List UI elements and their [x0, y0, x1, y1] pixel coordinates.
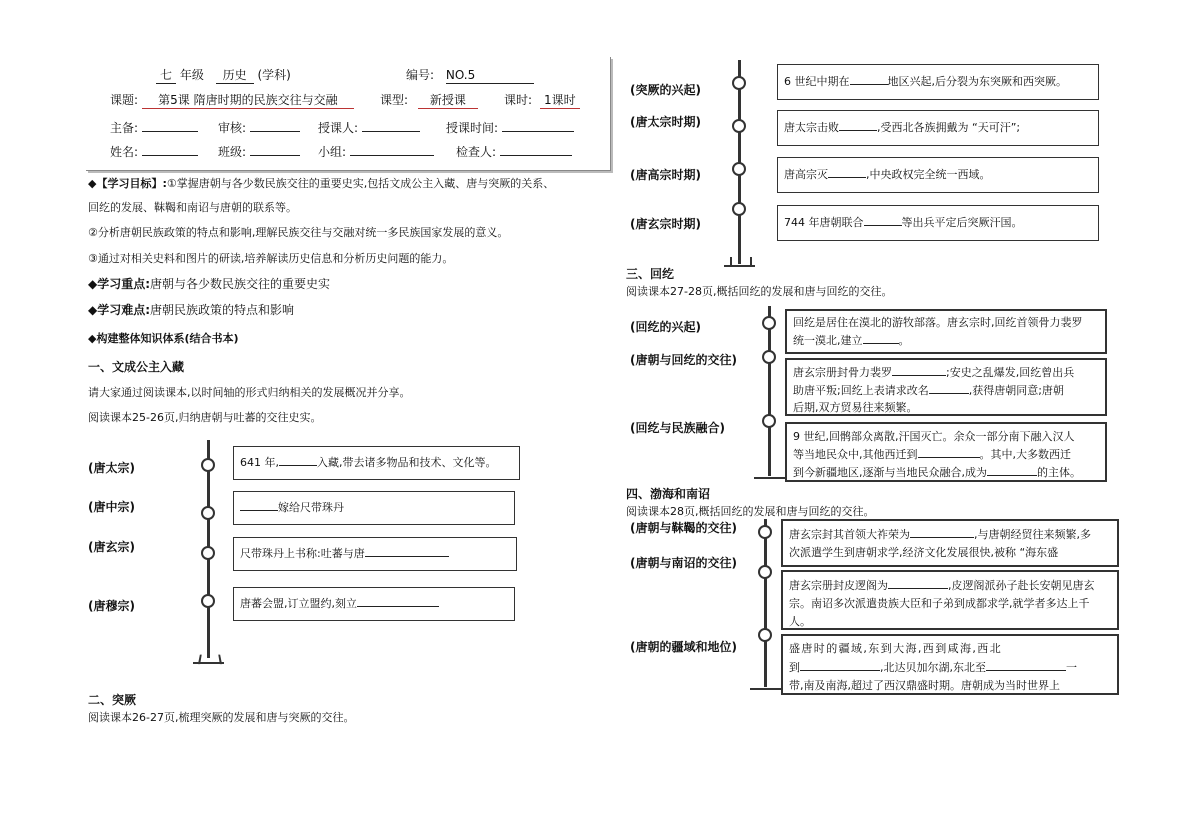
era-uighur-rise: (回纥的兴起) [630, 320, 701, 334]
era-uighur-fusion: (回纥与民族融合) [630, 421, 725, 435]
goals-heading: ◆【学习目标】: [88, 177, 167, 190]
timeline1-foot [198, 655, 222, 664]
group-input[interactable] [350, 143, 434, 156]
checker-field: 检查人: [456, 143, 572, 160]
reviewer-field: 审核: [218, 119, 300, 136]
title-line [110, 93, 354, 109]
blank-input[interactable] [986, 658, 1066, 671]
section2-heading: 二、突厥 [88, 693, 137, 707]
blank-input[interactable] [864, 213, 902, 226]
teacher-input[interactable] [362, 119, 420, 132]
timeline1-node [201, 546, 215, 560]
era-tang-uighur: (唐朝与回纥的交往) [630, 353, 737, 367]
timeline2-node [732, 76, 746, 90]
type-label: 课型: [380, 93, 409, 107]
era-tang-xuanzong: (唐玄宗) [88, 540, 135, 554]
hours-label: 课时: [504, 93, 533, 107]
turk-box-1: 6 世纪中期在 地区兴起,后分裂为东突厥和西突厥。 [777, 64, 1099, 100]
grade-value: 七 [156, 68, 176, 84]
class-input[interactable] [250, 143, 300, 156]
focus-line: ◆学习重点:唐朝与各少数民族交往的重要史实 [88, 277, 331, 291]
checker-input[interactable] [500, 143, 572, 156]
era-tang-mohe: (唐朝与靺鞨的交往) [630, 521, 737, 535]
era-turk-gaozong: (唐高宗时期) [630, 168, 701, 182]
preparer-input[interactable] [142, 119, 198, 132]
grade-line [156, 68, 291, 84]
preparer-field: 主备: [110, 119, 198, 136]
uighur-box-1: 回纥是居住在漠北的游牧部落。唐玄宗时,回纥首领骨力裴罗 统一漠北,建立 。 [785, 309, 1107, 354]
teacher-field: 授课人: [318, 119, 420, 136]
blank-input[interactable] [987, 463, 1037, 476]
section4-heading: 四、渤海和南诏 [626, 487, 711, 501]
blank-input[interactable] [850, 72, 888, 85]
era-turk-taizong: (唐太宗时期) [630, 115, 701, 129]
turk-box-2: 唐太宗击败 ,受西北各族拥戴为 “天可汗”; [777, 110, 1099, 146]
tubo-box-4: 唐蕃会盟,订立盟约,刻立 [233, 587, 515, 621]
blank-input[interactable] [918, 445, 980, 458]
hours-line [504, 93, 580, 109]
goal-2: ②分析唐朝民族政策的特点和影响,理解民族交往与交融对统一多民族国家发展的意义。 [88, 226, 509, 239]
timeline2-foot [730, 257, 752, 267]
name-field: 姓名: [110, 143, 198, 160]
code-line [406, 68, 534, 84]
code-label: 编号: [406, 68, 435, 82]
timeline4-node [758, 628, 772, 642]
reviewer-input[interactable] [250, 119, 300, 132]
title-label: 课题: [110, 93, 139, 107]
blank-input[interactable] [800, 658, 880, 671]
uighur-box-3: 9 世纪,回鹘部众离散,汗国灭亡。余众一部分南下融入汉人 等当地民众中,其他西迁到 。其中,大多数西迁 到今新疆地区,逐渐与当地民众融合,成为 的主体。 [785, 422, 1107, 482]
timeline3-axis [768, 306, 771, 476]
era-tang-muzong: (唐穆宗) [88, 599, 135, 613]
era-tang-territory: (唐朝的疆域和地位) [630, 640, 737, 654]
era-tang-zhongzong: (唐中宗) [88, 500, 135, 514]
timeline3-node [762, 350, 776, 364]
blank-input[interactable] [892, 363, 946, 376]
tubo-box-3: 尺带珠丹上书称:吐蕃与唐 [233, 537, 517, 571]
section3-heading: 三、回纥 [626, 267, 675, 281]
subject-suffix: (学科) [257, 68, 291, 82]
timeline2-node [732, 119, 746, 133]
group-field: 小组: [318, 143, 434, 160]
goal-3: ③通过对相关史料和图片的研读,培养解读历史信息和分析历史问题的能力。 [88, 252, 454, 265]
time-field: 授课时间: [446, 119, 574, 136]
blank-input[interactable] [929, 381, 969, 394]
turk-box-4: 744 年唐朝联合 等出兵平定后突厥汗国。 [777, 205, 1099, 241]
blank-input[interactable] [365, 544, 449, 557]
tubo-box-1: 641 年, 入藏,带去诸多物品和技术、文化等。 [233, 446, 520, 480]
blank-input[interactable] [357, 594, 439, 607]
grade-suffix: 年级 [179, 68, 204, 82]
blank-input[interactable] [240, 498, 278, 511]
timeline4-axis [764, 519, 767, 687]
hours-value: 1课时 [540, 93, 580, 109]
uighur-box-2: 唐玄宗册封骨力裴罗 ;安史之乱爆发,回纥曾出兵 助唐平叛;回纥上表请求改名 ,获得唐朝同意;唐朝 后期,双方贸易往来频繁。 [785, 358, 1107, 416]
timeline3-node [762, 414, 776, 428]
timeline1-node [201, 506, 215, 520]
blank-input[interactable] [839, 118, 877, 131]
title-value: 第5课 隋唐时期的民族交往与交融 [142, 93, 354, 109]
timeline1-node [201, 594, 215, 608]
timeline4-node [758, 565, 772, 579]
timeline4-node [758, 525, 772, 539]
blank-input[interactable] [888, 576, 948, 589]
territory-box: 盛唐时的疆域,东到大海,西到咸海,西北 到 ,北达贝加尔湖,东北至 一 带,南及南海,超过了西汉鼎盛时期。唐朝成为当时世界上 [781, 634, 1119, 695]
name-input[interactable] [142, 143, 198, 156]
type-value: 新授课 [418, 93, 478, 109]
goals-line2: 回纥的发展、靺鞨和南诏与唐朝的联系等。 [88, 201, 297, 214]
class-field: 班级: [218, 143, 300, 160]
timeline2-node [732, 162, 746, 176]
timeline2-node [732, 202, 746, 216]
blank-input[interactable] [279, 453, 317, 466]
section1-read: 阅读课本25-26页,归纳唐朝与吐蕃的交往史实。 [88, 411, 322, 424]
section1-heading: 一、文成公主入藏 [88, 360, 185, 374]
goals-line1: ◆【学习目标】:①掌握唐朝与各少数民族交往的重要史实,包括文成公主入藏、唐与突厥的关系、 [88, 177, 555, 190]
timeline1-node [201, 458, 215, 472]
section3-read: 阅读课本27-28页,概括回纥的发展和唐与回纥的交往。 [626, 285, 893, 298]
code-value: NO.5 [446, 68, 534, 84]
time-input[interactable] [502, 119, 574, 132]
blank-input[interactable] [828, 165, 866, 178]
timeline3-base [754, 477, 785, 479]
type-line [380, 93, 478, 109]
subject-value: 历史 [216, 68, 254, 84]
era-turk-rise: (突厥的兴起) [630, 83, 701, 97]
nanzhao-box: 唐玄宗册封皮逻阁为 ,皮逻阁派孙子赴长安朝见唐玄 宗。南诏多次派遣贵族大臣和子弟到成都求学,就学者多达上千 人。 [781, 570, 1119, 630]
era-tang-nanzhao: (唐朝与南诏的交往) [630, 556, 737, 570]
section1-intro: 请大家通过阅读课本,以时间轴的形式归纳相关的发展概况并分享。 [88, 386, 411, 399]
section4-read: 阅读课本28页,概括回纥的发展和唐与回纥的交往。 [626, 505, 875, 518]
section2-read: 阅读课本26-27页,梳理突厥的发展和唐与突厥的交往。 [88, 711, 355, 724]
timeline3-node [762, 316, 776, 330]
era-tang-taizong: (唐太宗) [88, 461, 135, 475]
tubo-box-2: 嫁给尺带珠丹 [233, 491, 515, 525]
timeline4-base [750, 688, 781, 690]
blank-input[interactable] [910, 525, 974, 538]
era-turk-xuanzong: (唐玄宗时期) [630, 217, 701, 231]
turk-box-3: 唐高宗灭 ,中央政权完全统一西域。 [777, 157, 1099, 193]
build-heading: ◆构建整体知识体系(结合书本) [88, 332, 239, 345]
mohe-box: 唐玄宗封其首领大祚荣为 ,与唐朝经贸往来频繁,多 次派遣学生到唐朝求学,经济文化发展很快,被称 “海东盛 [781, 519, 1119, 567]
blank-input[interactable] [863, 331, 899, 344]
difficulty-line: ◆学习难点:唐朝民族政策的特点和影响 [88, 303, 295, 317]
